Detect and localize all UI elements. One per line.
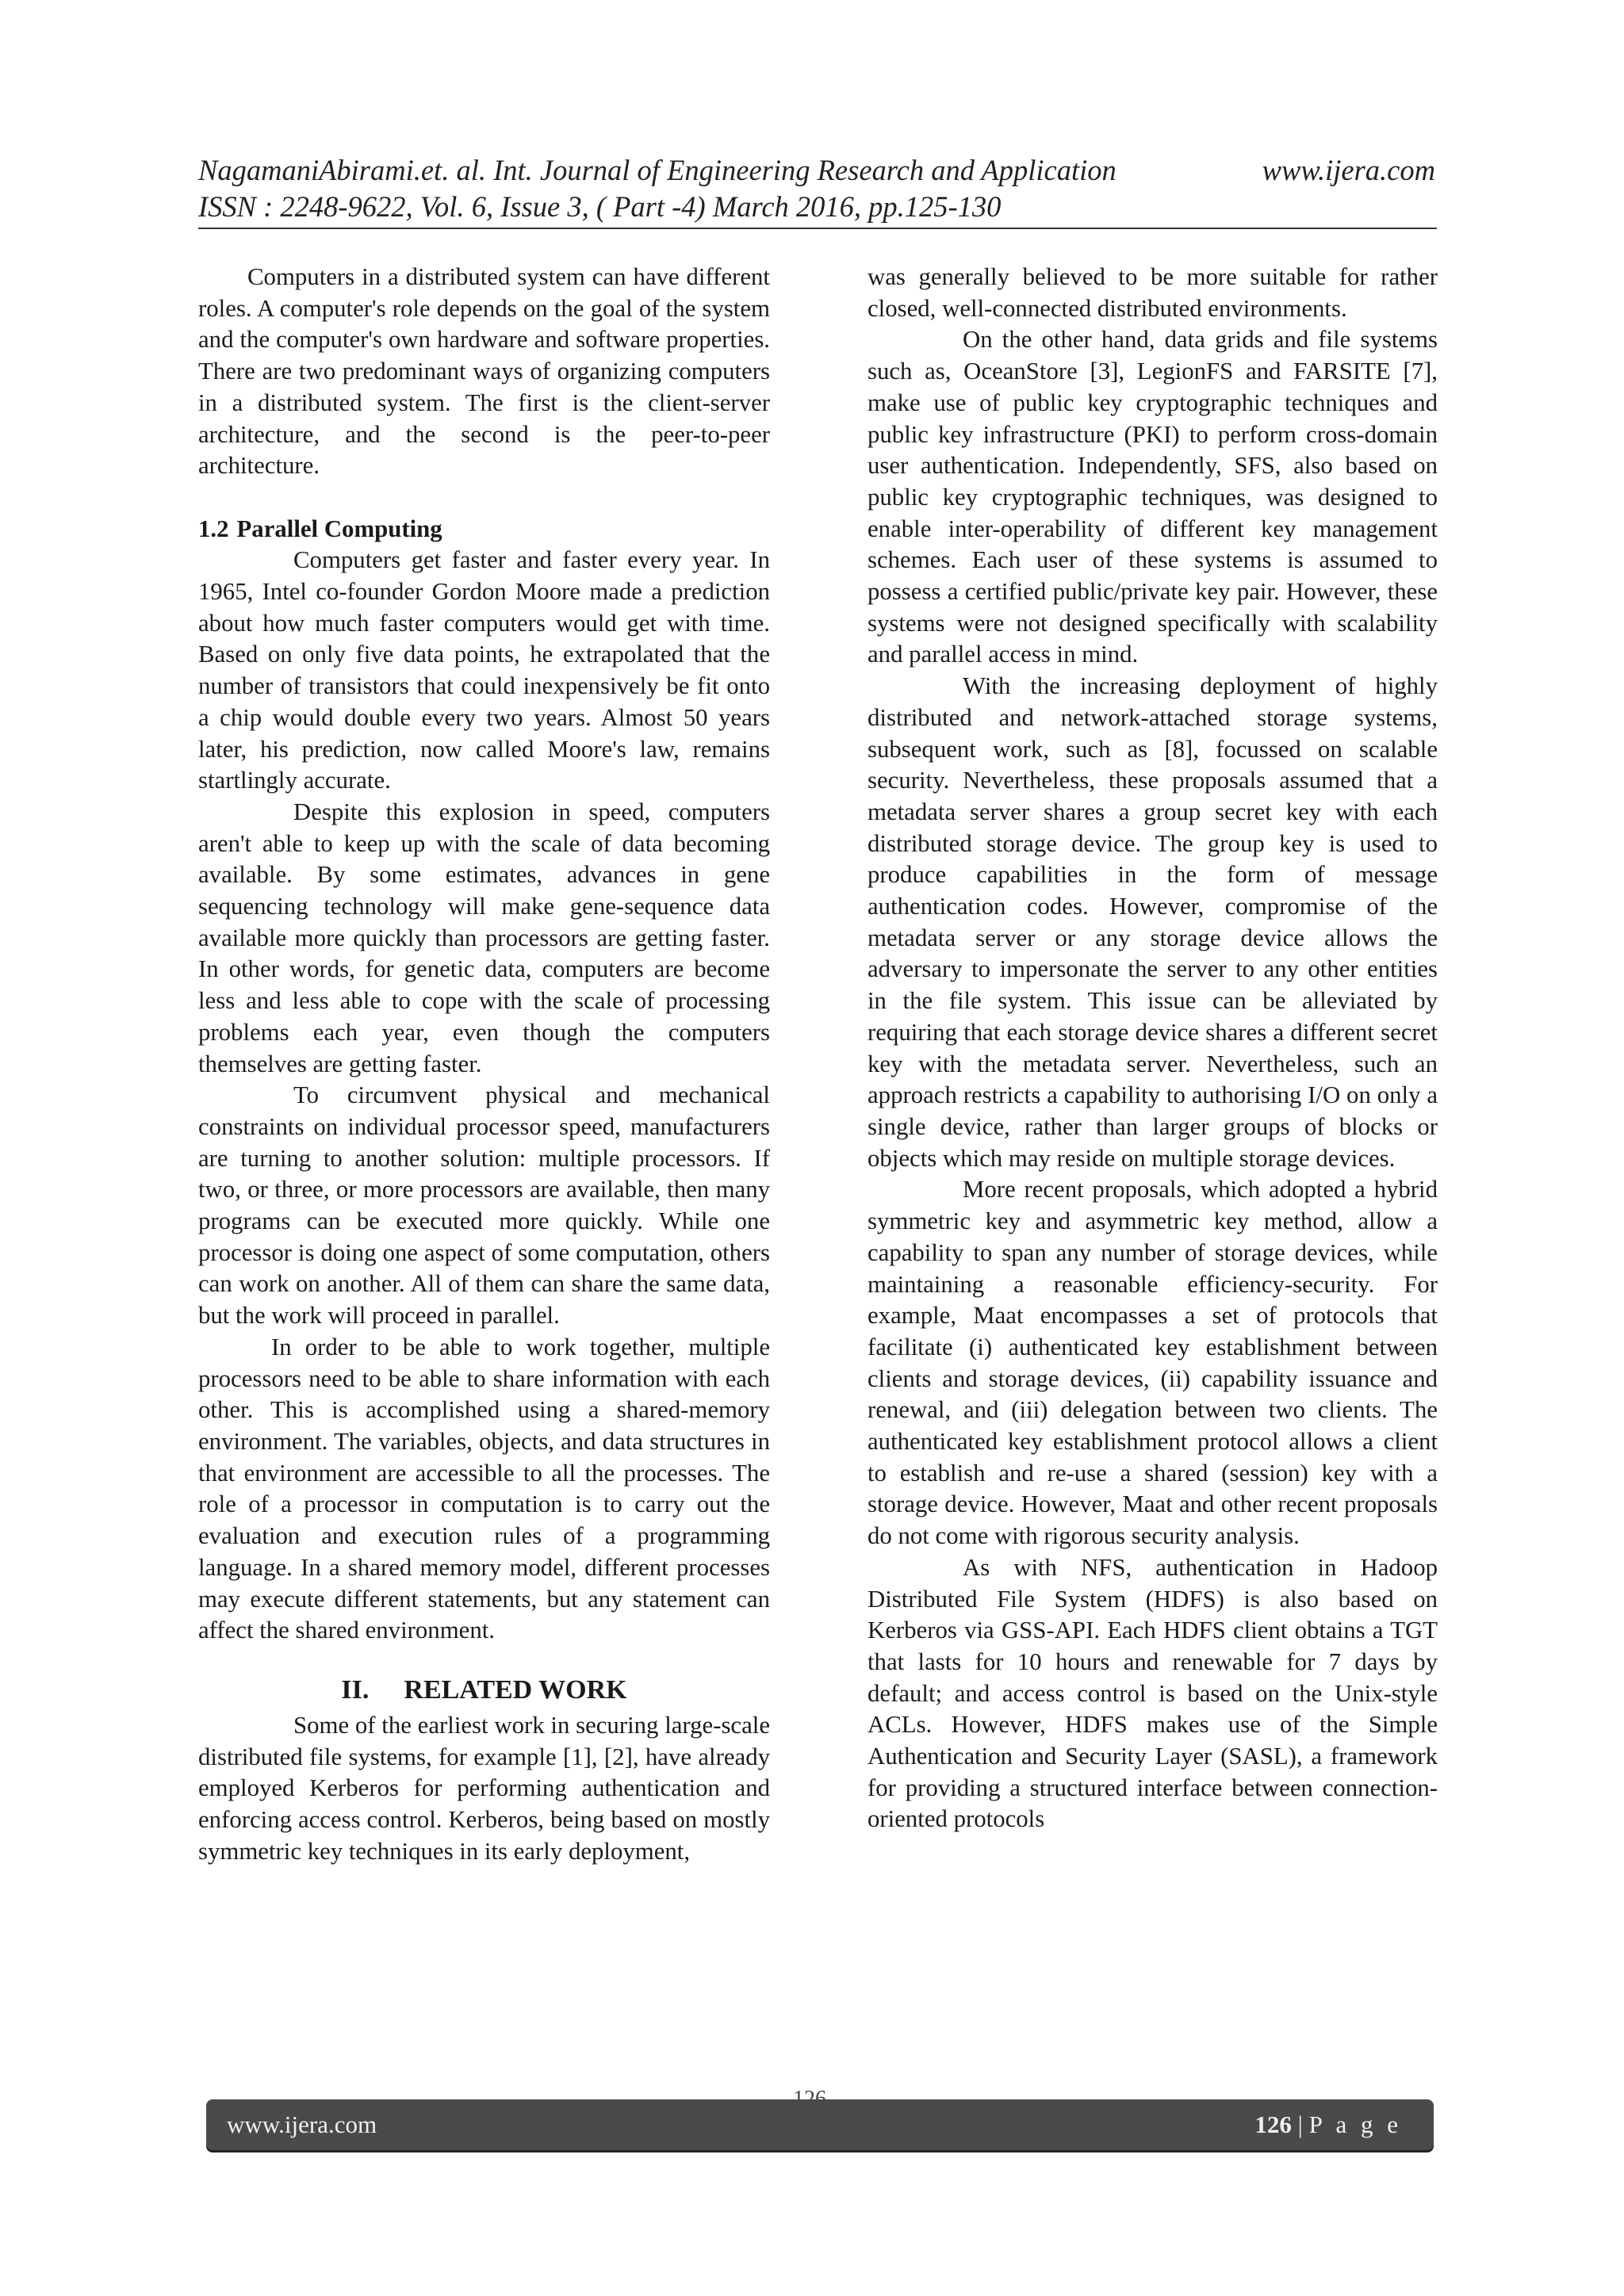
- paragraph: On the other hand, data grids and file systems such as, OceanStore [3], LegionFS and FARSITE [7], make use of public key cryptographic techniques and public key infrastructure (PKI) to perform cross-domain user authentication. Independently, SFS, also based on public key cryptographic techniques, was designed to enable inter-operability of different key management schemes. Each user of these systems is assumed to possess a certified public/private key pair. However, these systems were not designed specifically with scalability and parallel access in mind.: [868, 326, 1438, 668]
- left-column: [198, 262, 770, 1867]
- header-issn: ISSN : 2248-9622, Vol. 6, Issue 3, ( Part -4) March 2016, pp.125-130: [198, 190, 1002, 223]
- footer-page-word: P a g e: [1308, 2110, 1402, 2138]
- subsection-number: 1.2: [198, 515, 229, 542]
- footer-page-number: 126: [1254, 2110, 1292, 2138]
- footer-site: www.ijera.com: [227, 2110, 377, 2138]
- section-heading: [198, 1674, 770, 1707]
- running-header: [198, 152, 1435, 225]
- paragraph: To circumvent physical and mechanical constraints on individual processor speed, manufacturers are turning to another solution: multiple processors. If two, or three, or more processors are available, then many programs can be executed more quickly. While one processor is doing one aspect of some computation, others can work on another. All of them can share the same data, but the work will proceed in parallel.: [198, 1081, 770, 1330]
- paragraph: With the increasing deployment of highly distributed and network-attached storage systems, subsequent work, such as [8], focussed on scalable security. Nevertheless, these proposals assumed that a metadata server shares a group secret key with each distributed storage device. The group key is used to produce capabilities in the form of message authentication codes. However, compromise of the metadata server or any storage device allows the adversary to impersonate the server to any other entities in the file system. This issue can be alleviated by requiring that each storage device shares a different secret key with the metadata server. Nevertheless, such an approach restricts a capability to authorising I/O on only a single device, rather than larger groups of blocks or objects which may reside on multiple storage devices.: [868, 672, 1438, 1172]
- paragraph: Computers get faster and faster every year. In 1965, Intel co-founder Gordon Moore made a prediction about how much faster computers would get with time. Based on only five data points, he extrapolated that the number of transistors that could inexpensively be fit onto a chip would double every two years. Almost 50 years later, his prediction, now called Moore's law, remains startlingly accurate.: [198, 546, 770, 794]
- paragraph: As with NFS, authentication in Hadoop Distributed File System (HDFS) is also based on Kerberos via GSS-API. Each HDFS client obtains a TGT that lasts for 10 hours and renewable for 7 days by default; and access control is based on the Unix-style ACLs. However, HDFS makes use of the Simple Authentication and Security Layer (SASL), a framework for providing a structured interface between connection-oriented protocols: [868, 1553, 1438, 1833]
- subsection-title: Parallel Computing: [236, 515, 442, 542]
- page-number-overlay: [793, 2087, 826, 2098]
- header-rule: [198, 228, 1437, 229]
- section-title: RELATED WORK: [404, 1674, 627, 1705]
- section-number: II.: [341, 1674, 370, 1705]
- footer-separator: |: [1297, 2110, 1303, 2138]
- header-citation: NagamaniAbirami.et. al. Int. Journal of Engineering Research and Application: [198, 154, 1116, 186]
- paragraph: Despite this explosion in speed, computers aren't able to keep up with the scale of data becoming available. By some estimates, advances in gene sequencing technology will make gene-sequence data available more quickly than processors are getting faster. In other words, for genetic data, computers are become less and less able to cope with the scale of processing problems each year, even though the computers themselves are getting faster.: [198, 798, 770, 1077]
- paragraph: was generally believed to be more suitable for rather closed, well-connected distributed environments.: [868, 263, 1438, 322]
- paragraph: Some of the earliest work in securing large-scale distributed file systems, for example [1], [2], have already employed Kerberos for performing authentication and enforcing access control. Kerberos, being based on mostly symmetric key techniques in its early deployment,: [198, 1711, 770, 1865]
- header-site: www.ijera.com: [1262, 154, 1435, 186]
- footer-page: [1254, 2110, 1402, 2139]
- paragraph: More recent proposals, which adopted a hybrid symmetric key and asymmetric key method, allow a capability to span any number of storage devices, while maintaining a reasonable efficiency-security. For example, Maat encompasses a set of protocols that facilitate (i) authenticated key establishment between clients and storage devices, (ii) capability issuance and renewal, and (iii) delegation between two clients. The authenticated key establishment protocol allows a client to establish and re-use a shared (session) key with a storage device. However, Maat and other recent proposals do not come with rigorous security analysis.: [868, 1176, 1438, 1550]
- right-column: [868, 262, 1438, 1835]
- paragraph: In order to be able to work together, multiple processors need to be able to share information with each other. This is accomplished using a shared-memory environment. The variables, objects, and data structures in that environment are accessible to all the processes. The role of a processor in computation is to carry out the evaluation and execution rules of a programming language. In a shared memory model, different processes may execute different statements, but any statement can affect the shared environment.: [198, 1333, 770, 1644]
- footer-bar: [206, 2099, 1434, 2150]
- paragraph: Computers in a distributed system can have different roles. A computer's role depends on the goal of the system and the computer's own hardware and software properties. There are two predominant ways of organizing computers in a distributed system. The first is the client-server architecture, and the second is the peer-to-peer architecture.: [198, 263, 770, 480]
- subsection-heading: [198, 514, 770, 545]
